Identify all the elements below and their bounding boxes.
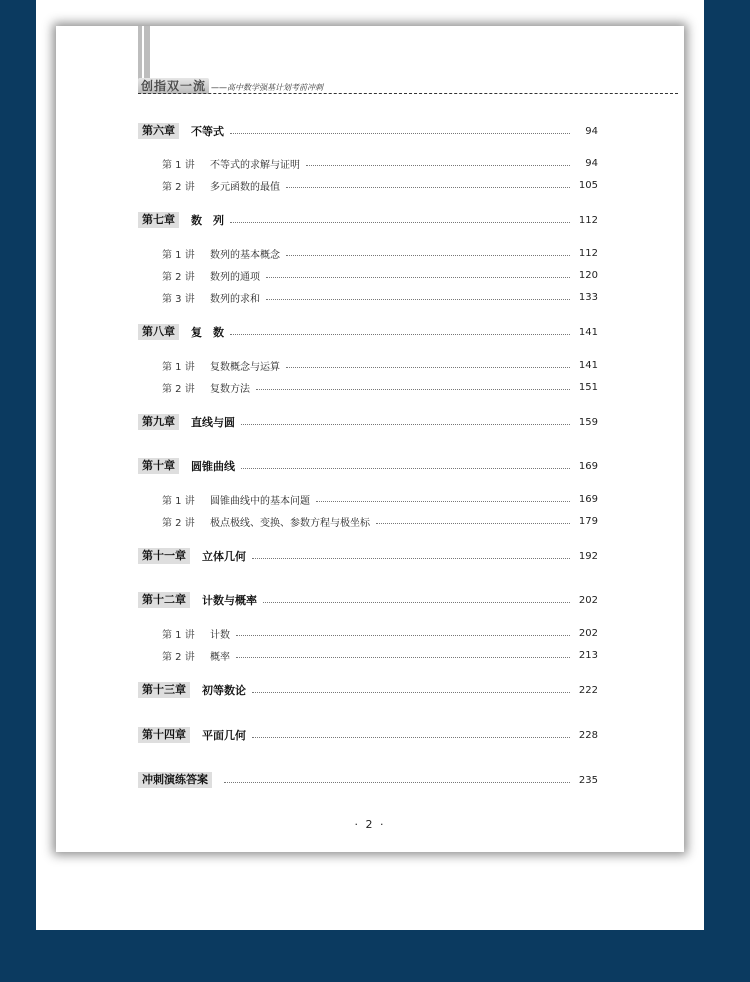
dot-leader xyxy=(286,367,570,368)
toc-chapter-row[interactable] xyxy=(138,123,598,139)
lecture-title: 复数方法 xyxy=(210,383,250,395)
toc-lecture-row[interactable] xyxy=(138,647,598,663)
toc-chapter-row[interactable] xyxy=(138,727,598,743)
toc-page-number: 151 xyxy=(578,381,598,393)
lecture-title: 不等式的求解与证明 xyxy=(210,159,300,171)
dot-leader xyxy=(286,255,570,256)
lecture-title: 多元函数的最值 xyxy=(210,181,280,193)
toc-chapter-row[interactable] xyxy=(138,592,598,608)
chapter-title: 立体几何 xyxy=(202,550,246,563)
toc-page-number: 112 xyxy=(578,247,598,259)
lecture-number: 第 1 讲 xyxy=(162,249,195,261)
dot-leader xyxy=(241,468,570,469)
toc-lecture-row[interactable] xyxy=(138,155,598,171)
toc-chapter-row[interactable] xyxy=(138,682,598,698)
lecture-number: 第 1 讲 xyxy=(162,159,195,171)
toc-page-number: 192 xyxy=(578,550,598,562)
header-rule xyxy=(138,93,678,94)
toc-chapter-row[interactable] xyxy=(138,458,598,474)
toc-page-number: 120 xyxy=(578,269,598,281)
toc-lecture-row[interactable] xyxy=(138,513,598,529)
toc-chapter-row[interactable] xyxy=(138,212,598,228)
chapter-title: 直线与圆 xyxy=(191,416,235,429)
lecture-number: 第 3 讲 xyxy=(162,293,195,305)
chapter-number: 第九章 xyxy=(138,414,179,430)
dot-leader xyxy=(263,602,570,603)
toc-lecture-row[interactable] xyxy=(138,491,598,507)
toc-lecture-row[interactable] xyxy=(138,357,598,373)
running-header xyxy=(138,74,678,94)
toc-page-number: 169 xyxy=(578,460,598,472)
dot-leader xyxy=(236,635,570,636)
toc-chapter-row[interactable] xyxy=(138,324,598,340)
chapter-title: 计数与概率 xyxy=(202,594,257,607)
toc-page-number: 141 xyxy=(578,326,598,338)
page-number: · 2 · xyxy=(354,818,386,831)
chapter-title: 复 数 xyxy=(191,326,224,339)
dot-leader xyxy=(306,165,570,166)
toc-page-number: 112 xyxy=(578,214,598,226)
dot-leader xyxy=(286,187,570,188)
chapter-title: 数 列 xyxy=(191,214,224,227)
chapter-title: 不等式 xyxy=(191,125,224,138)
toc-page-number: 94 xyxy=(585,125,598,137)
lecture-title: 数列的基本概念 xyxy=(210,249,280,261)
lecture-title: 计数 xyxy=(210,629,230,641)
dot-leader xyxy=(252,692,570,693)
dot-leader xyxy=(256,389,570,390)
dot-leader xyxy=(252,737,570,738)
dot-leader xyxy=(252,558,570,559)
toc-page-number: 159 xyxy=(578,416,598,428)
toc-page-number: 222 xyxy=(578,684,598,696)
lecture-number: 第 2 讲 xyxy=(162,517,195,529)
toc-lecture-row[interactable] xyxy=(138,379,598,395)
chapter-title: 圆锥曲线 xyxy=(191,460,235,473)
dot-leader xyxy=(241,424,570,425)
chapter-number: 第十章 xyxy=(138,458,179,474)
lecture-title: 数列的求和 xyxy=(210,293,260,305)
lecture-title: 数列的通项 xyxy=(210,271,260,283)
chapter-number: 第十三章 xyxy=(138,682,190,698)
chapter-number: 第七章 xyxy=(138,212,179,228)
toc-chapter-row[interactable] xyxy=(138,414,598,430)
toc-page-number: 179 xyxy=(578,515,598,527)
lecture-number: 第 1 讲 xyxy=(162,361,195,373)
toc-page-number: 105 xyxy=(578,179,598,191)
chapter-title: 平面几何 xyxy=(202,729,246,742)
dot-leader xyxy=(376,523,570,524)
toc-page-number: 202 xyxy=(578,594,598,606)
dot-leader xyxy=(230,222,570,223)
toc-page-number: 228 xyxy=(578,729,598,741)
document-page xyxy=(56,26,684,852)
toc-page-number: 213 xyxy=(578,649,598,661)
toc-lecture-row[interactable] xyxy=(138,289,598,305)
header-brand: 创指双一流 xyxy=(138,78,209,94)
toc-page-number: 235 xyxy=(578,774,598,786)
lecture-number: 第 2 讲 xyxy=(162,651,195,663)
toc-chapter-row[interactable] xyxy=(138,548,598,564)
dot-leader xyxy=(266,299,570,300)
toc-lecture-row[interactable] xyxy=(138,625,598,641)
toc-chapter-row[interactable] xyxy=(138,772,598,788)
toc-page-number: 133 xyxy=(578,291,598,303)
dot-leader xyxy=(224,782,570,783)
dot-leader xyxy=(230,133,570,134)
toc-lecture-row[interactable] xyxy=(138,245,598,261)
toc-lecture-row[interactable] xyxy=(138,177,598,193)
chapter-title: 初等数论 xyxy=(202,684,246,697)
lecture-number: 第 1 讲 xyxy=(162,629,195,641)
lecture-title: 概率 xyxy=(210,651,230,663)
toc-page-number: 94 xyxy=(585,157,598,169)
dot-leader xyxy=(266,277,570,278)
lecture-title: 复数概念与运算 xyxy=(210,361,280,373)
header-subtitle: ——高中数学强基计划考前冲刺 xyxy=(211,83,324,92)
chapter-number: 第八章 xyxy=(138,324,179,340)
lecture-number: 第 2 讲 xyxy=(162,181,195,193)
toc-page-number: 169 xyxy=(578,493,598,505)
lecture-number: 第 1 讲 xyxy=(162,495,195,507)
toc-page-number: 202 xyxy=(578,627,598,639)
lecture-title: 圆锥曲线中的基本问题 xyxy=(210,495,310,507)
dot-leader xyxy=(236,657,570,658)
toc-lecture-row[interactable] xyxy=(138,267,598,283)
dot-leader xyxy=(316,501,570,502)
chapter-number: 冲刺演练答案 xyxy=(138,772,212,788)
chapter-number: 第十四章 xyxy=(138,727,190,743)
toc-page-number: 141 xyxy=(578,359,598,371)
lecture-number: 第 2 讲 xyxy=(162,271,195,283)
chapter-number: 第十二章 xyxy=(138,592,190,608)
page-frame xyxy=(36,0,704,930)
lecture-number: 第 2 讲 xyxy=(162,383,195,395)
chapter-number: 第六章 xyxy=(138,123,179,139)
lecture-title: 极点极线、变换、参数方程与极坐标 xyxy=(210,517,370,529)
chapter-number: 第十一章 xyxy=(138,548,190,564)
dot-leader xyxy=(230,334,570,335)
